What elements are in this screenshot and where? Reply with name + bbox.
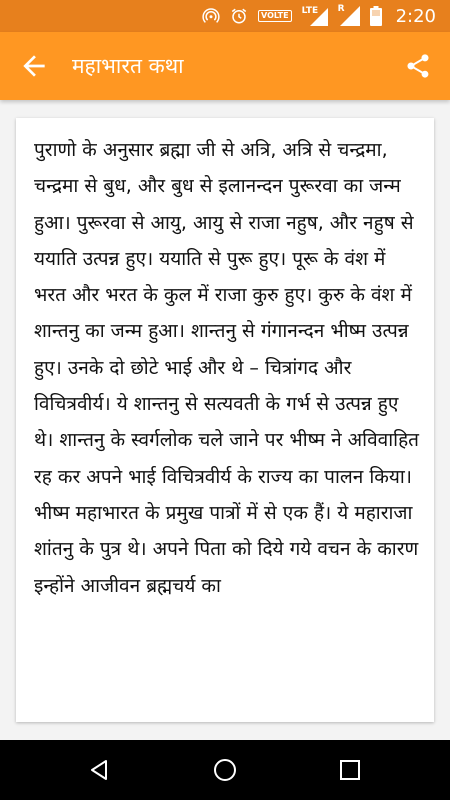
- wifi-icon: [338, 6, 360, 26]
- nav-back-icon: [87, 758, 111, 782]
- story-card[interactable]: [16, 118, 434, 722]
- nav-recents-icon: [338, 758, 362, 782]
- nav-home-button[interactable]: [213, 758, 237, 782]
- clock: 2:20: [395, 5, 436, 27]
- arrow-back-icon: [18, 50, 50, 82]
- lte-label: LTE: [301, 6, 319, 16]
- app-bar: [0, 32, 450, 100]
- share-icon: [404, 52, 432, 80]
- navigation-bar: [0, 740, 450, 800]
- nav-home-icon: [213, 758, 237, 782]
- story-text: पुराणो के अनुसार ब्रह्मा जी से अत्रि, अत्रि से चन्द्रमा, चन्द्रमा से बुध, और बुध से इलानन्दन पुरूरवा का जन्म हुआ। पुरूरवा से आयु, आयु से राजा नहुष, और नहुष से ययाति उत्पन्न हुए। ययाति से पुरू हुए। पूरू के वंश में भरत और भरत के कुल में राजा कुरु हुए। कुरु के वंश में शान्तनु का जन्म हुआ। शान्तनु से गंगानन्दन भीष्म उत्पन्न हुए। उनके दो छोटे भाई और थे – चित्रांगद और विचित्रवीर्य। ये शान्तनु से सत्यवती के गर्भ से उत्पन्न हुए थे। शान्तनु के स्वर्गलोक चले जाने पर भीष्म ने अविवाहित रह कर अपने भाई विचित्रवीर्य के राज्य का पालन किया। भीष्म महाभारत के प्रमुख पात्रों में से एक हैं। ये महाराजा शांतनु के पुत्र थे। अपने पिता को दिये गये वचन के कारण इन्होंने आजीवन ब्रह्मचर्य का: [34, 139, 426, 597]
- share-button[interactable]: [404, 52, 432, 80]
- status-icons: [202, 0, 436, 32]
- battery-icon: [370, 6, 382, 26]
- hotspot-icon: [202, 7, 220, 25]
- alarm-icon: [230, 7, 248, 25]
- roaming-label: R: [337, 4, 345, 14]
- back-button[interactable]: [18, 50, 50, 82]
- volte-badge: VOLTE: [258, 10, 292, 22]
- nav-recents-button[interactable]: [338, 758, 362, 782]
- nav-back-button[interactable]: [87, 758, 111, 782]
- page-title: महाभारत कथा: [72, 54, 184, 78]
- status-bar: [0, 0, 450, 32]
- signal-icon: [302, 6, 328, 26]
